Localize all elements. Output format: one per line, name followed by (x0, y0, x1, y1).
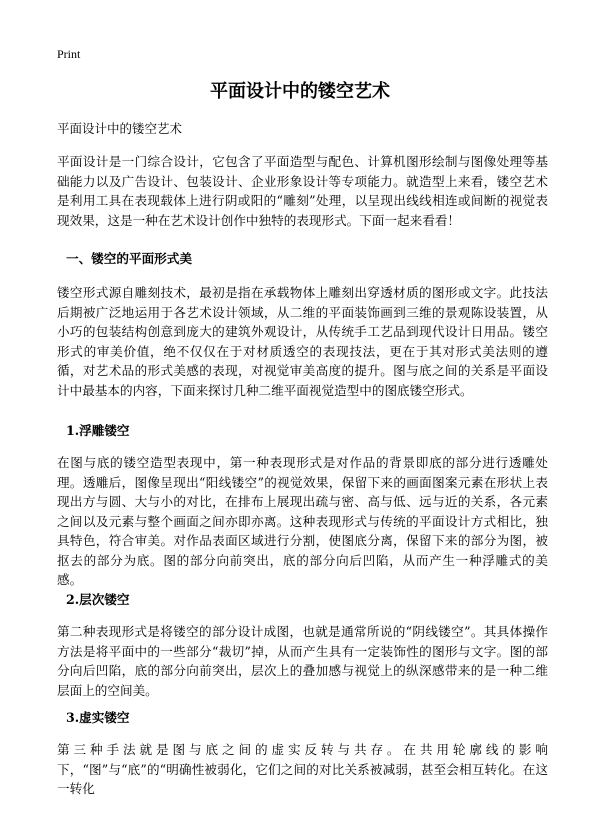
section-heading-virtual-real: 3.虚实镂空 (66, 710, 130, 725)
article-subtitle: 平面设计中的镂空艺术 (57, 121, 183, 136)
section-body-layered: 第二种表现形式是将镂空的部分设计成图，也就是通常所说的“阴线镂空”。其具体操作方法是将平面中的一些部分“裁切”掉，从而产生具有一定装饰性的图形与文字。图的部分向后凹陷，底的部分向前突出，层次上的叠加感与视觉上的纵深感带来的是一种二维层面上的空间美。 (57, 624, 548, 698)
section-body-form-beauty: 镂空形式源自雕刻技术，最初是指在承载物体上雕刻出穿透材质的图形或文字。此技法后期被广泛地运用于各艺术设计领域，从二维的平面装饰画到三维的景观陈设装置，从小巧的包装结构创意到庞大的建筑外观设计，从传统手工艺品到现代设计日用品。镂空形式的审美价值，绝不仅仅在于对材质透空的表现技法，更在于其对形式美法则的遵循，对艺术品的形式美感的表现，对视觉审美高度的提升。图与底之间的关系是平面设计中最基本的内容，下面来探讨几种二维平面视觉造型中的图底镂空形式。 (57, 285, 548, 398)
section-body-virtual-real: 第三种手法就是图与底之间的虚实反转与共存。在共用轮廓线的影响下，“图”与“底”的“明确性被弱化，它们之间的对比关系被减弱，甚至会相互转化。在这一转化 (57, 742, 548, 796)
section-heading-relief: 1.浮雕镂空 (66, 423, 130, 438)
section-body-relief: 在图与底的镂空造型表现中，第一种表现形式是对作品的背景即底的部分进行透雕处理。透雕后，图像呈现出“阳线镂空”的视觉效果，保留下来的画面图案元素在形状上表现出方与圆、大与小的对比，在排布上展现出疏与密、高与低、远与近的关系，各元素之间以及元素与整个画面之间亦即亦离。这种表现形式与传统的平面设计方式相比，独具特色，符合审美。对作品表面区域进行分割，使图底分离，保留下来的部分为图，被抠去的部分为底。图的部分向前突出，底的部分向后凹陷，从而产生一种浮雕式的美感。 (57, 455, 548, 587)
section-heading-layered: 2.层次镂空 (66, 592, 130, 607)
intro-paragraph: 平面设计是一门综合设计，它包含了平面造型与配色、计算机图形绘制与图像处理等基础能力以及广告设计、包装设计、企业形象设计等专项能力。就造型上来看，镂空艺术是利用工具在表现载体上进行阴或阳的“雕刻”处理，以呈现出线线相连或间断的视觉表现效果，这是一种在艺术设计创作中独特的表现形式。下面一起来看看！ (57, 154, 548, 228)
section-heading-form-beauty: 一、镂空的平面形式美 (66, 251, 192, 266)
article-title: 平面设计中的镂空艺术 (210, 81, 390, 102)
print-link[interactable]: Print (57, 47, 81, 61)
